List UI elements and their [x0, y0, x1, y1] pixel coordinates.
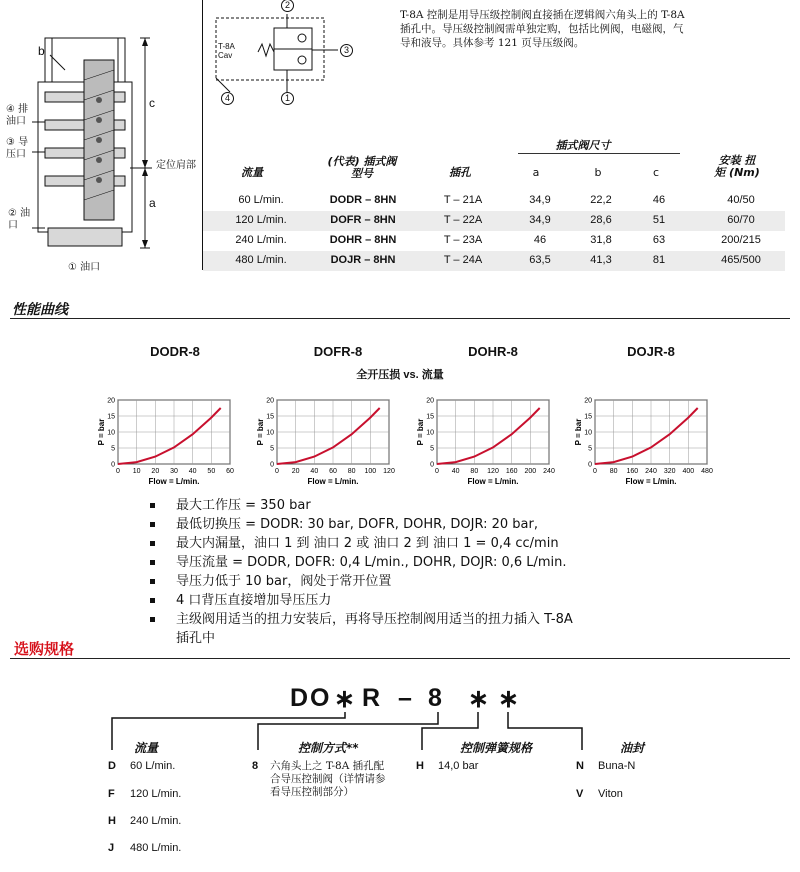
- x-tick-label: 100: [364, 468, 377, 475]
- col-head-seal: 油封: [620, 741, 645, 755]
- chart-title: DOJR-8: [627, 344, 675, 359]
- x-tick-label: 120: [383, 468, 395, 475]
- y-tick-label: 15: [426, 413, 434, 421]
- spec-item: 最大内漏量，油口 1 到 油口 2 或 油口 2 到 油口 1 = 0,4 cc/min: [150, 534, 710, 553]
- header-torque: 安装 扭矩 (Nm): [714, 154, 760, 179]
- sym-port-1: 1: [281, 92, 294, 105]
- flow-option: J 480 L/min.: [108, 842, 182, 854]
- table-row: 120 L/min. DOFR – 8HN T – 22A 34,9 28,6 51 60/70: [203, 211, 785, 231]
- hydraulic-symbol: [210, 0, 370, 110]
- x-tick-label: 50: [207, 468, 216, 475]
- header-cavity: 插孔: [449, 166, 471, 179]
- port3-label: ③ 导压口: [6, 137, 29, 160]
- y-tick-label: 5: [430, 445, 434, 453]
- flow-option: H 240 L/min.: [108, 815, 182, 827]
- code-part-spring: ∗: [468, 685, 491, 713]
- sym-port-3: 3: [340, 44, 353, 57]
- spec-item: 导压流量 = DODR, DOFR: 0,4 L/min., DOHR, DOJR: 0,6 L/min.: [150, 553, 710, 572]
- table-row: 480 L/min. DOJR – 8HN T – 24A 63,5 41,3 81 465/500: [203, 251, 785, 271]
- valve-cross-section: [0, 0, 210, 280]
- dim-label-c: c: [149, 96, 155, 110]
- x-tick-label: 320: [663, 468, 676, 475]
- control-option: 8 六角头上之 T-8A 插孔配合导压控制阀（详情请参看导压控制部分）: [252, 760, 392, 799]
- col-head-flow: 流量: [134, 741, 159, 755]
- x-tick-label: 400: [682, 468, 695, 475]
- y-tick-label: 0: [270, 461, 274, 469]
- y-tick-label: 0: [588, 461, 592, 469]
- x-tick-label: 20: [151, 468, 160, 475]
- x-tick-label: 20: [291, 468, 300, 475]
- x-tick-label: 60: [329, 468, 337, 475]
- header-c: c: [652, 166, 660, 179]
- section-title-performance: 性能曲线: [12, 302, 68, 318]
- section-rule: [10, 318, 790, 319]
- spec-item: 最低切换压 = DODR: 30 bar, DOFR, DOHR, DOJR: 20 bar,: [150, 515, 710, 534]
- x-tick-label: 40: [310, 468, 319, 475]
- header-model: (代表) 插式阀 型号: [327, 155, 397, 180]
- x-tick-label: 160: [626, 468, 639, 475]
- group-header-rule: [518, 153, 680, 154]
- y-tick-label: 20: [107, 397, 115, 405]
- y-axis-label: P = bar: [97, 418, 106, 446]
- x-tick-label: 40: [188, 468, 197, 475]
- y-tick-label: 10: [107, 429, 115, 437]
- header-a: a: [532, 166, 540, 179]
- chart-title: DOFR-8: [313, 344, 363, 359]
- table-row: 60 L/min. DODR – 8HN T – 21A 34,9 22,2 46 40/50: [238, 194, 755, 206]
- section-rule: [10, 658, 790, 659]
- control-option-label: 六角头上之 T-8A 插孔配合导压控制阀（详情请参看导压控制部分）: [270, 760, 386, 798]
- y-tick-label: 0: [430, 461, 434, 469]
- y-tick-label: 20: [426, 397, 434, 405]
- y-tick-label: 5: [111, 445, 115, 453]
- x-axis-label: Flow = L/min.: [307, 477, 359, 486]
- flow-option: D 60 L/min.: [108, 760, 176, 772]
- dim-label-a: a: [149, 196, 156, 210]
- code-part-dash: –: [398, 684, 414, 712]
- x-tick-label: 80: [609, 468, 618, 475]
- x-axis-label: Flow = L/min.: [625, 477, 677, 486]
- col-head-spring: 控制弹簧规格: [460, 741, 533, 755]
- x-tick-label: 240: [645, 468, 657, 475]
- x-tick-label: 160: [505, 468, 518, 475]
- y-tick-label: 10: [584, 429, 592, 437]
- spec-list: [150, 496, 710, 648]
- table-group-header: 插式阀尺寸: [555, 139, 611, 152]
- x-axis-label: Flow = L/min.: [148, 477, 200, 486]
- performance-charts: [0, 380, 800, 490]
- dim-label-b: b: [38, 44, 45, 58]
- x-tick-label: 80: [470, 468, 479, 475]
- x-tick-label: 120: [487, 468, 499, 475]
- x-tick-label: 0: [435, 468, 439, 475]
- y-tick-label: 10: [426, 429, 434, 437]
- y-tick-label: 0: [111, 461, 115, 469]
- y-tick-label: 20: [584, 397, 592, 405]
- x-tick-label: 30: [170, 468, 178, 475]
- code-part-8: 8: [428, 684, 444, 712]
- y-tick-label: 15: [584, 413, 592, 421]
- x-tick-label: 0: [275, 468, 279, 475]
- port2-label: ② 油口: [8, 208, 31, 231]
- x-tick-label: 0: [593, 468, 597, 475]
- x-tick-label: 10: [132, 468, 141, 475]
- spec-item: 最大工作压 = 350 bar: [150, 496, 710, 515]
- y-tick-label: 5: [588, 445, 592, 453]
- x-tick-label: 80: [347, 468, 356, 475]
- description-text: T-8A 控制是用导压级控制阀直接插在逻辑阀六角头上的 T-8A 插孔中。导压级控制阀需单独定购，包括比例阀，电磁阀，气导和液导。具体参考 121 页导压级阀。: [400, 9, 685, 49]
- col-head-control: 控制方式**: [298, 741, 359, 755]
- shoulder-label: 定位肩部: [156, 160, 196, 171]
- symbol-cav-label: T-8A Cav: [218, 42, 235, 60]
- y-tick-label: 15: [266, 413, 274, 421]
- code-part-seal: ∗: [498, 685, 521, 713]
- header-flow: 流量: [241, 166, 263, 179]
- x-tick-label: 480: [701, 468, 713, 475]
- flow-option: F 120 L/min.: [108, 788, 182, 800]
- spec-item: 主级阀用适当的扭力安装后，再将导压控制阀用适当的扭力插入 T-8A 插孔中: [150, 610, 576, 648]
- y-axis-label: P = bar: [256, 418, 265, 446]
- chart-title: DOHR-8: [468, 344, 518, 359]
- code-leader-lines: [0, 700, 800, 760]
- code-part-r: R: [362, 684, 383, 712]
- y-axis-label: P = bar: [416, 418, 425, 446]
- chart-title: DODR-8: [150, 344, 200, 359]
- sym-port-4: 4: [221, 92, 234, 105]
- chart-subtitle: 全开压损 vs. 流量: [356, 369, 444, 381]
- y-tick-label: 15: [107, 413, 115, 421]
- y-axis-label: P = bar: [574, 418, 583, 446]
- x-tick-label: 240: [543, 468, 555, 475]
- seal-option: V Viton: [576, 788, 623, 800]
- spec-item: 4 口背压直接增加导压压力: [150, 591, 710, 610]
- header-b: b: [594, 166, 602, 179]
- port1-label: ① 油口: [68, 262, 101, 273]
- x-tick-label: 200: [524, 468, 537, 475]
- spring-option: H 14,0 bar: [416, 760, 479, 772]
- x-tick-label: 0: [116, 468, 120, 475]
- seal-option: N Buna-N: [576, 760, 636, 772]
- y-tick-label: 5: [270, 445, 274, 453]
- code-part-flow: ∗: [334, 685, 357, 713]
- table-row: 240 L/min. DOHR – 8HN T – 23A 46 31,8 63 200/215: [235, 234, 761, 246]
- section-title-ordering: 选购规格: [14, 640, 75, 658]
- x-tick-label: 60: [226, 468, 234, 475]
- x-tick-label: 40: [451, 468, 460, 475]
- code-part-do: DO: [290, 684, 332, 712]
- y-tick-label: 10: [266, 429, 274, 437]
- x-axis-label: Flow = L/min.: [467, 477, 519, 486]
- spec-item: 导压力低于 10 bar，阀处于常开位置: [150, 572, 710, 591]
- y-tick-label: 20: [266, 397, 274, 405]
- port4-label: ④ 排油口: [6, 104, 29, 127]
- sym-port-2: 2: [281, 0, 294, 12]
